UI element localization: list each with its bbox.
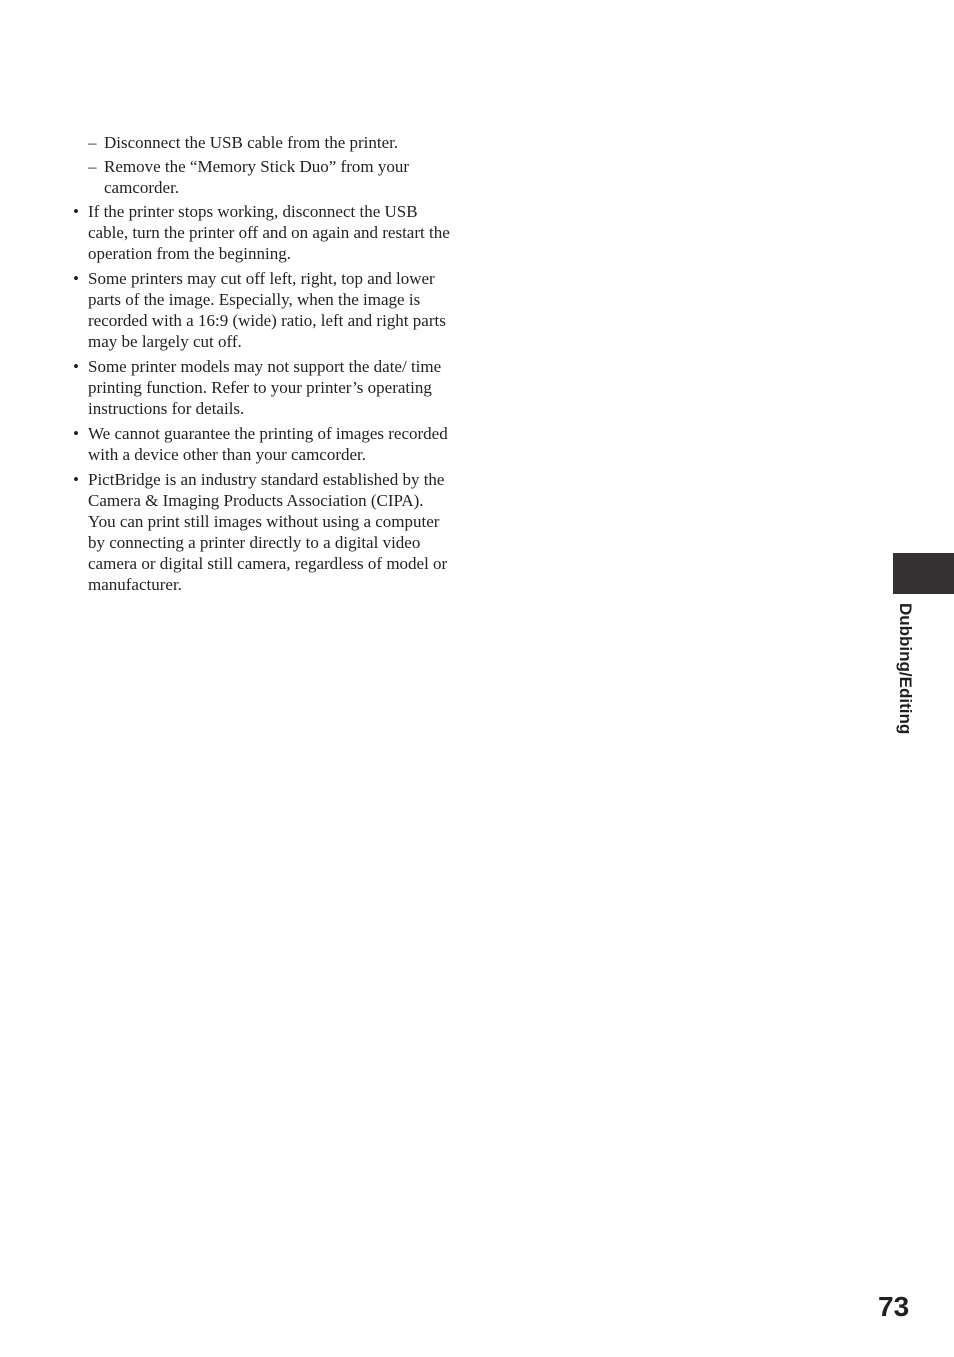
section-label-text: Dubbing/Editing bbox=[896, 603, 915, 735]
dash-item-text: Disconnect the USB cable from the printer. bbox=[104, 133, 399, 152]
bullet-item-guarantee bbox=[72, 423, 452, 465]
bullet-item-printer-stops bbox=[72, 201, 452, 264]
bullet-item-text: PictBridge is an industry standard established by the Camera & Imaging Products Association (CIPA). You can print still images without using a computer by connecting a printer directly to a digital video camera or digital still camera, regardless of model or manufacturer. bbox=[88, 470, 448, 594]
bullet-marker: • bbox=[73, 357, 79, 376]
dash-marker: – bbox=[88, 157, 97, 176]
bullet-item-text: We cannot guarantee the printing of images recorded with a device other than your camcorder. bbox=[88, 424, 448, 464]
bullet-item-text: Some printers may cut off left, right, top and lower parts of the image. Especially, when the image is recorded with a 16:9 (wide) ratio, left and right parts may be largely cut off. bbox=[88, 269, 446, 351]
dash-item-text: Remove the “Memory Stick Duo” from your camcorder. bbox=[104, 157, 409, 197]
bullet-marker: • bbox=[73, 202, 79, 221]
bullet-item-text: Some printer models may not support the date/ time printing function. Refer to your printer’s operating instructions for details. bbox=[88, 357, 442, 418]
page-number: 73 bbox=[878, 1291, 910, 1322]
bullet-item-date-time bbox=[72, 356, 452, 419]
bullet-item-pictbridge bbox=[72, 469, 452, 595]
bullet-marker: • bbox=[73, 269, 79, 288]
section-tab-marker bbox=[893, 553, 954, 594]
bullet-item-text: If the printer stops working, disconnect the USB cable, turn the printer off and on again and restart the operation from the beginning. bbox=[88, 202, 450, 263]
dash-item-disconnect-usb bbox=[72, 132, 452, 153]
dash-item-remove-memory-stick bbox=[72, 156, 452, 198]
bullet-item-cut-off bbox=[72, 268, 452, 352]
section-label bbox=[896, 603, 915, 735]
main-content bbox=[72, 132, 452, 599]
bullet-marker: • bbox=[73, 470, 79, 489]
bullet-marker: • bbox=[73, 424, 79, 443]
dash-marker: – bbox=[88, 133, 97, 152]
